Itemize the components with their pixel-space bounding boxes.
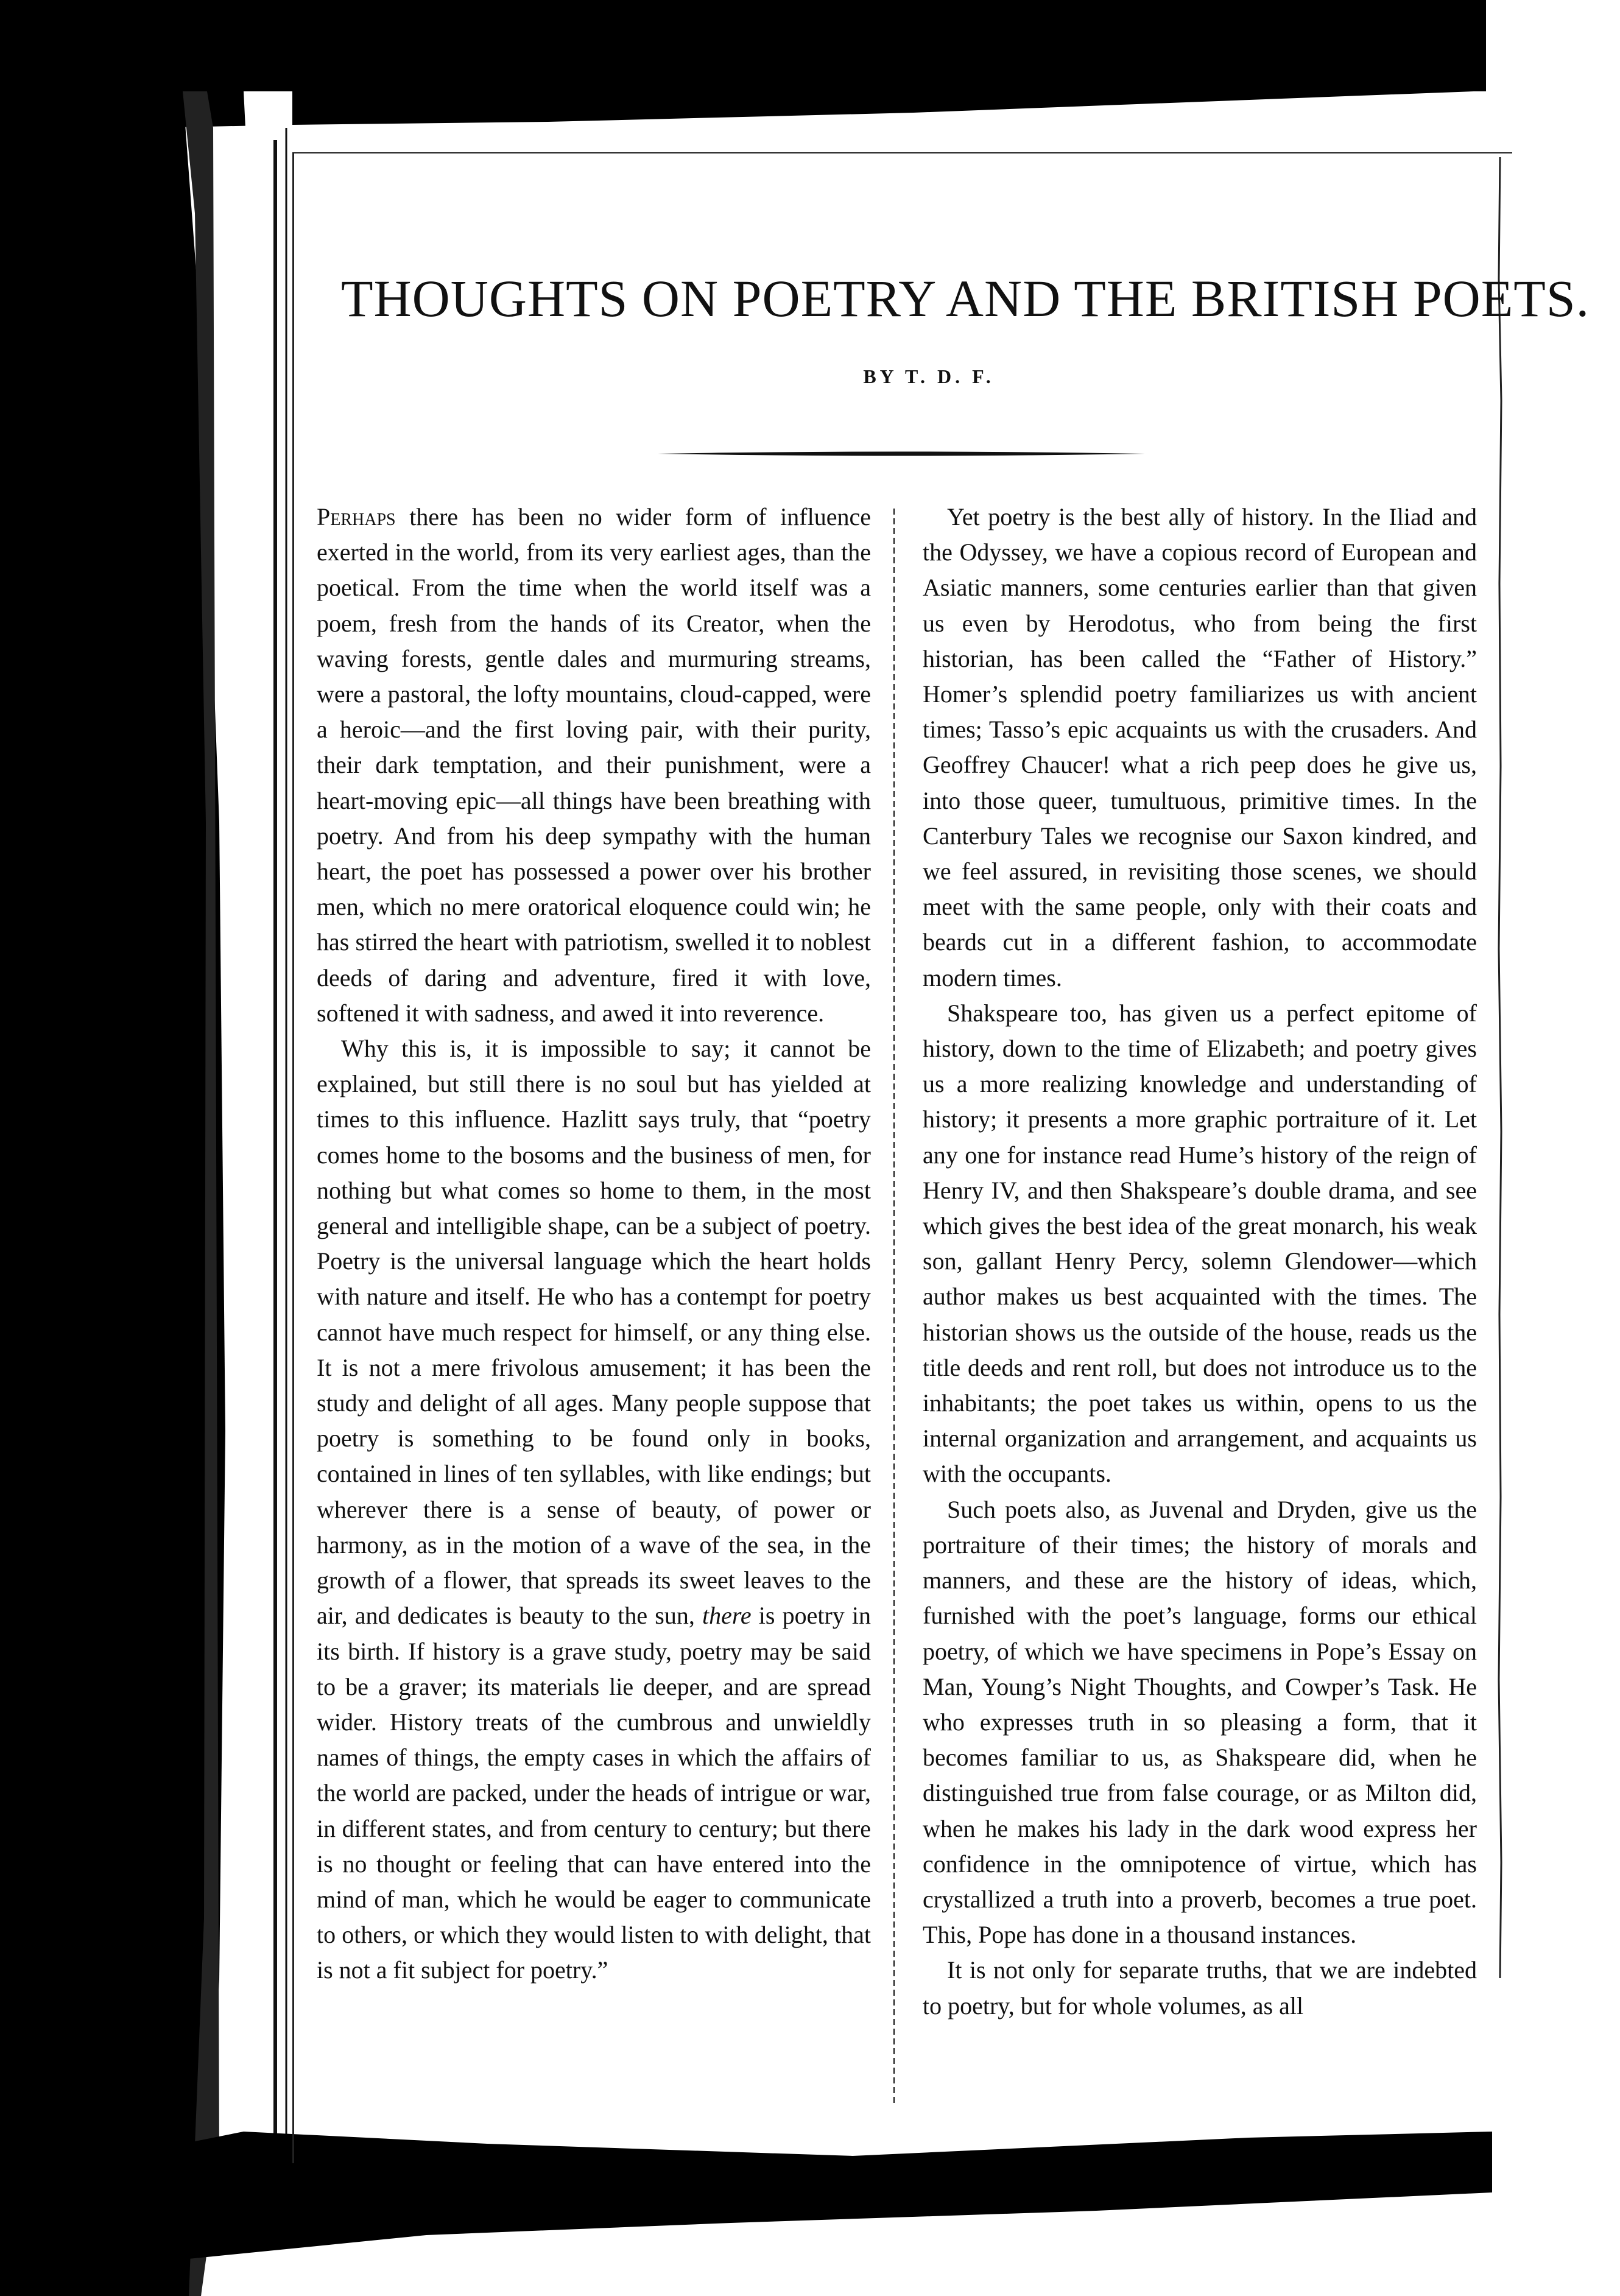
paragraph	[317, 499, 871, 1031]
emphasis-text: there	[702, 1602, 752, 1630]
column-divider	[892, 509, 896, 2104]
left-column	[317, 499, 871, 2107]
paragraph	[317, 1031, 871, 1988]
scan-shadow-left	[0, 91, 292, 2296]
paragraph: Such poets also, as Juvenal and Dryden, give us the portraiture of their times; the history of morals and manners, and these are the history of ideas, which, furnished with the poet’s language, forms our ethical poetry, of which we have specimens in Pope’s Essay on Man, Young’s Night Thoughts, and Cowper’s Task. He who expresses truth in so pleasing a form, that it becomes familiar to us, as Shakspeare did, when he distinguished true from false courage, or as Milton did, when he makes his lady in the dark wood express her confidence in the omnipotence of virtue, which has crystallized a truth into a proverb, becomes a true poet. This, Pope has done in a thousand instances.	[923, 1495, 1477, 1949]
paragraph: Yet poetry is the best ally of history. In the Iliad and the Odyssey, we have a copious record of European and Asiatic manners, some centuries earlier than that given us even by Herodotus, who from being the first historian, has been called the “Father of History.” Homer’s splendid poetry familiarizes us with ancient times; Tasso’s epic acquaints us with the crusaders. And Geoffrey Chaucer! what a rich peep does he give us, into those queer, tumultuous, primitive times. In the Canterbury Tales we recognise our Saxon kindred, and we feel assured, in revisiting those scenes, we should meet with the same people, only with their coats and beards cut in a different fashion, to accommodate modern times.	[923, 503, 1477, 991]
title-rule	[658, 449, 1145, 458]
page-right-edge	[1497, 157, 1503, 1978]
paragraph-text: is poetry in its birth. If history is a grave study, poetry may be said to be a graver; its materials lie deeper, and are spread wider. History treats of the cumbrous and unwieldly names of things, the empty cases in which the affairs of the world are packed, under the heads of intrigue or war, in different states, and from century to century; but there is no thought or feeling that can have entered into the mind of man, which he would be eager to communicate to others, or which they would listen to with delight, that is not a fit subject for poetry.”	[317, 1602, 871, 1984]
paragraph: Shakspeare too, has given us a perfect epitome of history, down to the time of Elizabeth; and poetry gives us a more realizing knowledge and understanding of history; it presents a more graphic portraiture of it. Let any one for instance read Hume’s history of the reign of Henry IV, and then Shakspeare’s double drama, and see which gives the best idea of the great monarch, his weak son, gallant Henry Percy, solemn Glendower—which author makes us best acquainted with the times. The historian shows us the outside of the house, reads us the title deeds and rent roll, but does not introduce us to the inhabitants; the poet takes us within, opens to us the internal organization and arrangement, and acquaints us with the occupants.	[923, 999, 1477, 1488]
right-column	[923, 499, 1477, 2107]
paragraph: It is not only for separate truths, that we are indebted to poetry, but for whole volumes, as all	[923, 1956, 1477, 2020]
paragraph-text: there has been no wider form of influence exerted in the world, from its very earliest ages, than the poetical. From the time when the world itself was a poem, fresh from the hands of its Creator, when the waving forests, gentle dales and murmuring streams, were a pastoral, the lofty mountains, cloud-capped, were a heroic—and the first loving pair, with their purity, their dark temptation, and their punishment, were a heart-moving epic—all things have been breathing with poetry. And from his deep sympathy with the human heart, the poet has possessed a power over his brother men, which no mere oratorical eloquence could win; he has stirred the heart with patriotism, swelled it to noblest deeds of daring and adventure, fired it with love, softened it with sadness, and awed it into reverence.	[317, 503, 871, 1027]
article-byline: BY T. D. F.	[863, 365, 995, 387]
article-title: THOUGHTS ON POETRY AND THE BRITISH POETS.	[341, 269, 1590, 328]
paragraph-text: Why this is, it is impossible to say; it cannot be explained, but still there is no soul but has yielded at times to this influence. Hazlitt says truly, that “poetry comes home to the bosoms and the business of men, for nothing but what comes so home to them, in the most general and intelligible shape, can be a subject of poetry. Poetry is the universal language which the heart holds with nature and itself. He who has a contempt for poetry cannot have much respect for himself, or any thing else. It is not a mere frivolous amusement; it has been the study and delight of all ages. Many people suppose that poetry is something to be found only in books, contained in lines of ten syllables, with like endings; but wherever there is a sense of beauty, of power or harmony, as in the motion of a wave of the sea, in the growth of a flower, that spreads its sweet leaves to the air, and dedicates is beauty to the sun,	[317, 1035, 871, 1630]
lead-word: Perhaps	[317, 503, 396, 530]
